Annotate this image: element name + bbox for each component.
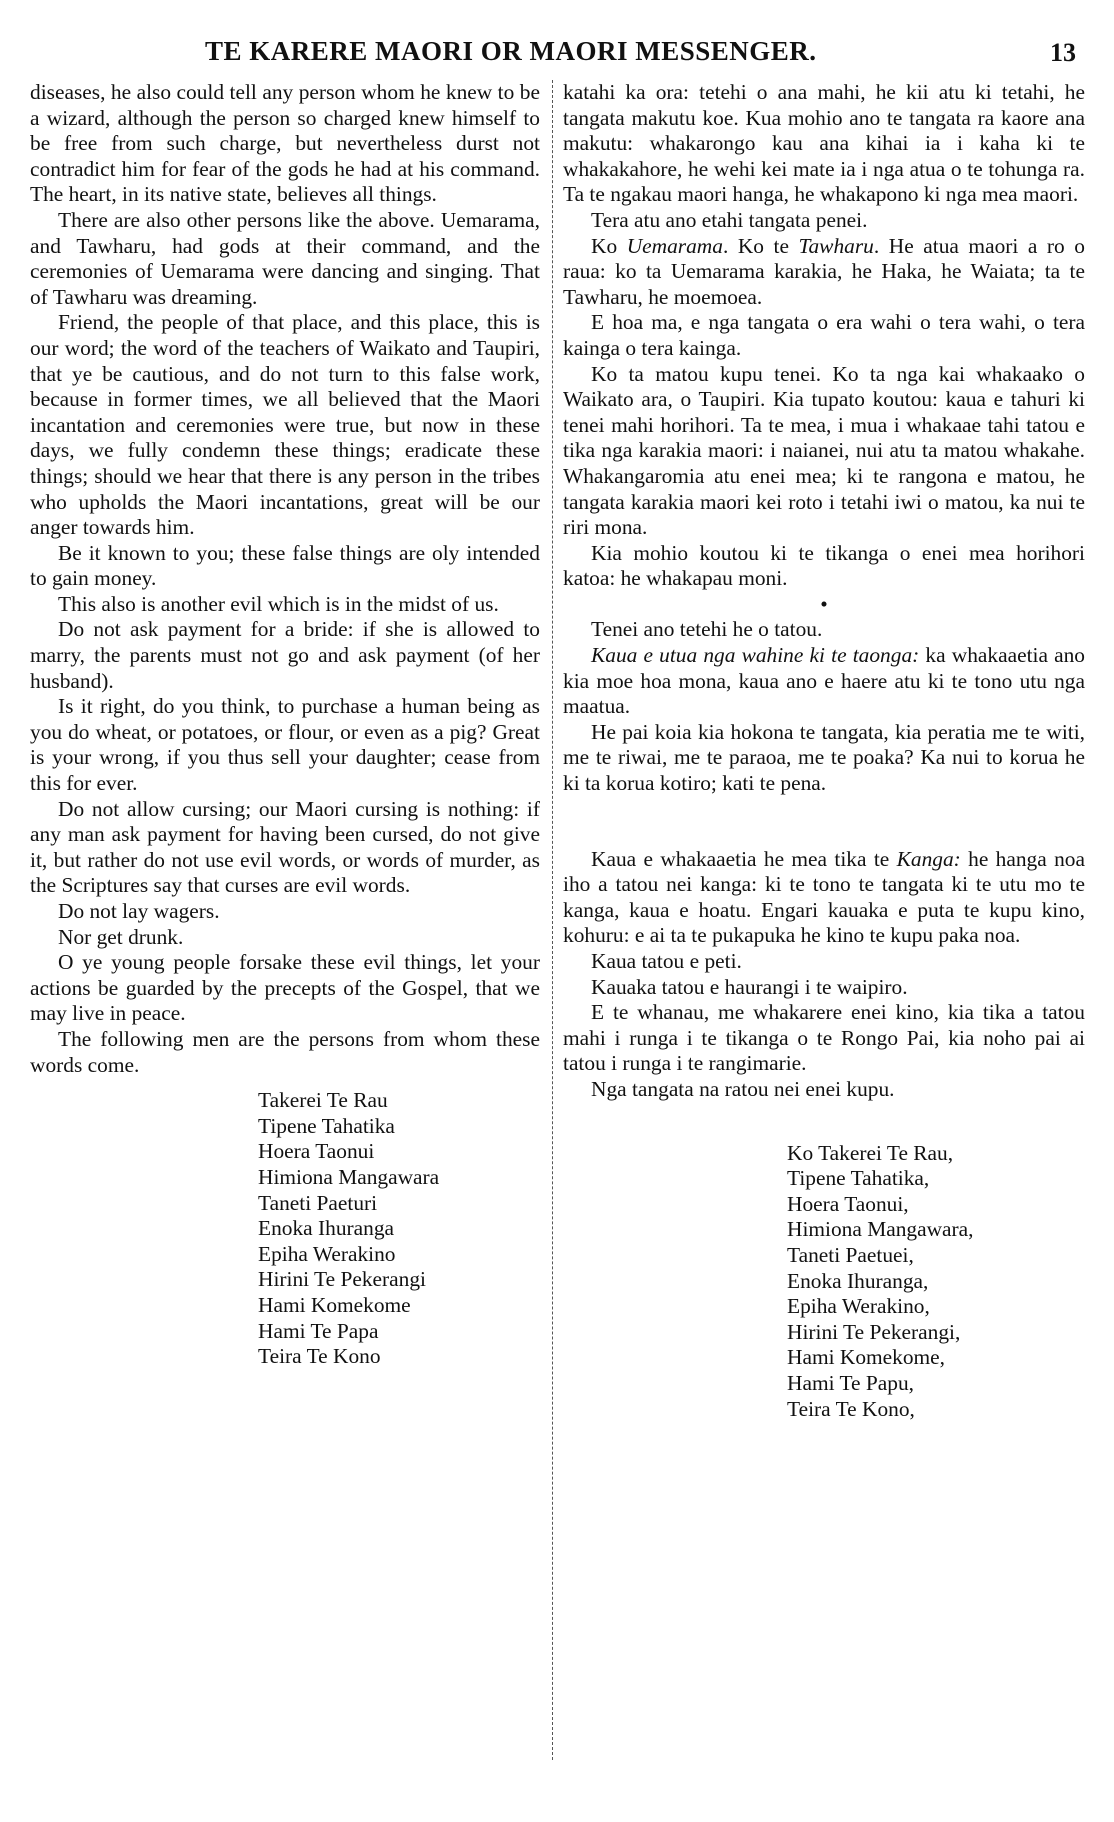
english-paragraph: diseases, he also could tell any person whom he knew to be a wizard, although the person so charged knew himself to be free from such charge, but nevertheless durst not contradict him for fear of the gods he had at his command. The heart, in its native state, believes all things. bbox=[30, 80, 540, 207]
signatory-name: Taneti Paeturi bbox=[258, 1190, 378, 1215]
signatory-name: Tipene Tahatika, bbox=[787, 1166, 930, 1191]
spacer bbox=[563, 797, 1085, 847]
english-paragraph: O ye young people forsake these evil things, let your actions be guarded by the precepts of the Gospel, that we may live in peace. bbox=[30, 950, 540, 1026]
text-run: Kaua e whakaaetia he mea tika te bbox=[591, 846, 897, 871]
maori-paragraph: Kia mohio koutou ki te tikanga o enei mea horihori katoa: he whakapau moni. bbox=[563, 540, 1085, 591]
english-paragraph: This also is another evil which is in the midst of us. bbox=[58, 591, 499, 616]
signatory-name: Himiona Mangawara, bbox=[787, 1217, 974, 1242]
signatory-name: Epiha Werakino bbox=[258, 1241, 396, 1266]
text-run: Ko bbox=[591, 233, 627, 258]
page-number: 13 bbox=[1050, 38, 1076, 67]
maori-paragraph: E hoa ma, e nga tangata o era wahi o tera wahi, o tera kainga o tera kainga. bbox=[563, 310, 1085, 360]
english-paragraph: Do not ask payment for a bride: if she is allowed to marry, the parents must not go and ask payment (of her husband). bbox=[30, 617, 540, 693]
english-paragraph: Friend, the people of that place, and this place, this is our word; the word of the teachers of Waikato and Taupiri, that ye be cautious, and do not turn to this false work, because in former times, we all believed that the Maori incantation and ceremonies were true, but now in these days, we fully condemn these things; eradicate these things; should we hear that there is any person in the tribes who upholds the Maori incantations, great will be our anger towards him. bbox=[30, 310, 540, 540]
signatory-name: Taneti Paetuei, bbox=[787, 1242, 914, 1267]
maori-paragraph: He pai koia kia hokona te tangata, kia peratia me te witi, me te riwai, me te paraoa, me te poaka? Ka nui to korua he ki ta korua kotiro; kati te pena. bbox=[563, 719, 1085, 796]
signatory-name: Hami Komekome bbox=[258, 1292, 411, 1317]
signatory-name: Epiha Werakino, bbox=[787, 1294, 930, 1319]
italic-name: Tawharu bbox=[798, 233, 874, 258]
english-paragraph: Do not lay wagers. bbox=[58, 899, 220, 923]
column-divider bbox=[552, 80, 553, 1760]
maori-paragraph bbox=[563, 234, 1085, 311]
signatory-name: Enoka Ihuranga bbox=[258, 1216, 395, 1241]
maori-paragraph bbox=[563, 847, 1085, 949]
maori-paragraph: Tera atu ano etahi tangata penei. bbox=[591, 207, 868, 232]
text-run: he hanga noa iho a tatou nei kanga: ki te tono te tangata ki te utu mo te kanga, kaua e hoatu. Engari kauaka e puta te kupu kino, kohuru: e ai ta te pukapuka he kino te kupu paka noa. bbox=[563, 846, 1085, 948]
maori-paragraph: Kauaka tatou e haurangi i te waipiro. bbox=[591, 974, 908, 999]
english-column bbox=[30, 80, 540, 1370]
english-paragraph: Nor get drunk. bbox=[58, 924, 184, 949]
signatory-name: Teira Te Kono bbox=[258, 1344, 381, 1369]
english-paragraph: Is it right, do you think, to purchase a human being as you do wheat, or potatoes, or flour, or even as a pig? Great is your wrong, if you thus sell your daughter; cease from this for ever. bbox=[30, 694, 540, 796]
signatory-name: Hirini Te Pekerangi, bbox=[787, 1319, 961, 1344]
newspaper-title: TE KARERE MAORI OR MAORI MESSENGER. bbox=[205, 36, 817, 66]
maori-paragraph: Tenei ano tetehi he o tatou. bbox=[591, 617, 823, 642]
maori-paragraph: Ko ta matou kupu tenei. Ko ta nga kai whakaako o Waikato ara, o Taupiri. Kia tupato koutou: kaua e tahuri ki tenei mahi horihori. Ta te mea, i mua i whakaae tahi tatou e tika nga karakia maori: i naianei, nui atu ta matou whakahe. Whakangaromia atu enei mea; ki te rangona e matou, he tangata karakia maori kei roto i tetahi iwi o matou, ka nui te riri mona. bbox=[563, 361, 1085, 540]
maori-paragraph: E te whanau, me whakarere enei kino, kia tika a tatou mahi i runga i te tikanga o te Rongo Pai, kia noho pai ai tatou i runga i te rangimarie. bbox=[563, 1000, 1085, 1076]
signatory-name: Hoera Taonui bbox=[258, 1139, 375, 1164]
signatory-name: Ko Takerei Te Rau, bbox=[787, 1140, 954, 1165]
text-run: ka whakaaetia ano kia moe hoa mona, kaua ano e haere atu ki te tono utu nga maatua. bbox=[563, 643, 1086, 719]
english-paragraph: Be it known to you; these false things are oly intended to gain money. bbox=[30, 540, 540, 591]
signatory-name: Hami Te Papu, bbox=[787, 1370, 915, 1395]
english-paragraph: There are also other persons like the above. Uemarama, and Tawharu, had gods at their command, and the ceremonies of Uemarama were dancing and singing. That of Tawharu was dreaming. bbox=[30, 207, 540, 309]
maori-column bbox=[563, 80, 1085, 1422]
italic-name: Uemarama bbox=[626, 233, 723, 258]
text-run: . He atua maori a ro o raua: ko ta Uemarama karakia, he Haka, he Waiata; ta te Tawharu, he moemoea. bbox=[563, 233, 1085, 309]
maori-paragraph: Kaua tatou e peti. bbox=[591, 949, 742, 973]
maori-paragraph bbox=[563, 643, 1085, 720]
signatory-name: Takerei Te Rau bbox=[258, 1088, 388, 1113]
signatory-name: Hami Komekome, bbox=[787, 1345, 946, 1370]
bullet-mark: • bbox=[820, 591, 828, 616]
english-paragraph: The following men are the persons from whom these words come. bbox=[30, 1026, 540, 1077]
signatory-name: Hirini Te Pekerangi bbox=[258, 1267, 427, 1292]
text-run: . Ko te bbox=[722, 233, 799, 258]
signatory-name: Hoera Taonui, bbox=[787, 1191, 909, 1216]
signatory-name: Himiona Mangawara bbox=[258, 1164, 440, 1189]
italic-word: Kanga: bbox=[896, 846, 961, 871]
maori-signatories bbox=[787, 1141, 1085, 1423]
maori-paragraph: katahi ka ora: tetehi o ana mahi, he kii atu ki tetahi, he tangata makutu koe. Kua mohio ano te tangata ra kaore ana makutu: whakarongo kau ana kihai ia i kaha ki te whakakahore, he wehi kei mate ia i nga atua o te tohunga ra. Ta te ngakau maori hanga, he whakapono ki nga mea maori. bbox=[563, 80, 1085, 207]
page-header bbox=[0, 36, 1114, 70]
signatory-name: Tipene Tahatika bbox=[258, 1113, 395, 1138]
italic-heading: Kaua e utua nga wahine ki te taonga: bbox=[591, 643, 920, 668]
english-signatories bbox=[258, 1088, 540, 1370]
english-paragraph: Do not allow cursing; our Maori cursing is nothing: if any man ask payment for having been cursed, do not give it, but rather do not use evil words, or words of murder, as the Scriptures say that curses are evil words. bbox=[30, 796, 540, 898]
signatory-name: Hami Te Papa bbox=[258, 1318, 379, 1343]
signatory-name: Enoka Ihuranga, bbox=[787, 1268, 929, 1293]
signatory-name: Teira Te Kono, bbox=[787, 1396, 915, 1421]
maori-paragraph: Nga tangata na ratou nei enei kupu. bbox=[591, 1076, 895, 1101]
